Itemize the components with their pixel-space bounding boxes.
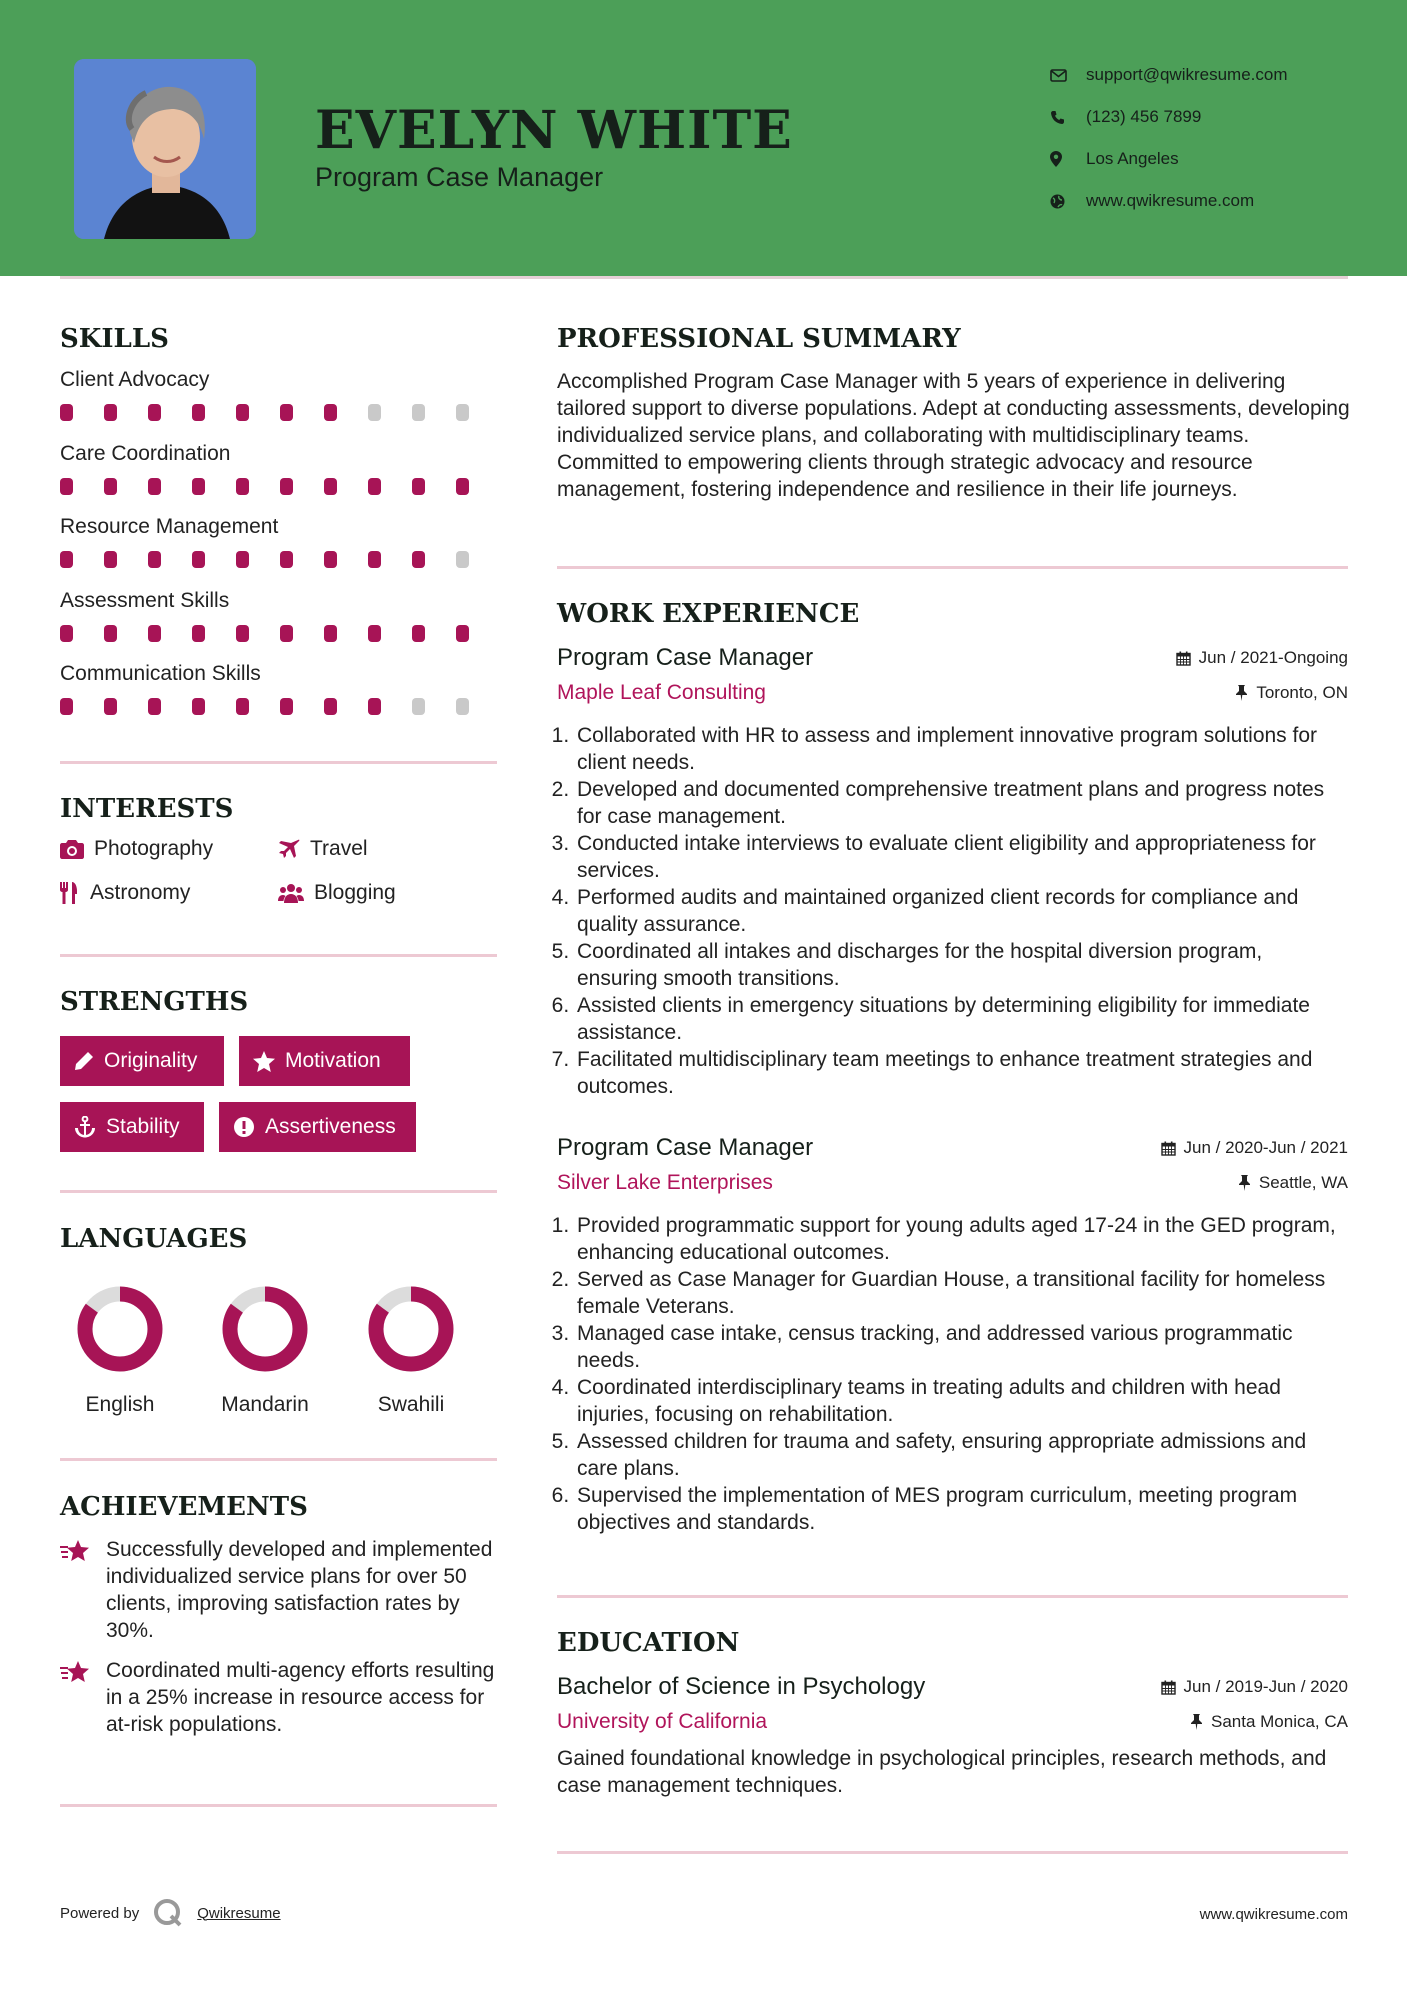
skill-dot-empty: [456, 404, 469, 421]
skill-dot-filled: [104, 625, 117, 642]
strengths-heading: STRENGTHS: [60, 987, 249, 1017]
header-divider: [60, 276, 1348, 279]
exclamation-circle-icon: [233, 1116, 255, 1138]
summary-text: Accomplished Program Case Manager with 5 years of experience in delivering tailored support to diverse populations. Adept at conducting assessments, developing individualized service plans, and collaborating with multidisciplinary teams. Committed to empowering clients through strategic advocacy and resource management, fostering independence and resilience in their life journeys.: [557, 370, 1350, 501]
skill-dot-filled: [324, 404, 337, 421]
skill-dot-filled: [280, 625, 293, 642]
footer-website[interactable]: www.qwikresume.com: [1199, 1906, 1348, 1923]
phone-icon: [1050, 110, 1086, 125]
utensils-icon: [60, 882, 80, 904]
section-divider: [557, 1595, 1348, 1598]
job-date-text: Jun / 2020-Jun / 2021: [1183, 1138, 1348, 1157]
skill-dot-filled: [104, 698, 117, 715]
skill-dot-filled: [412, 551, 425, 568]
skill-level-dots: [60, 698, 500, 715]
skill-item: [60, 442, 500, 516]
education-heading: EDUCATION: [557, 1628, 740, 1658]
language-donut: [75, 1284, 165, 1374]
job-header-row: [557, 642, 1348, 674]
language-label: Swahili: [377, 1393, 445, 1416]
skill-dot-filled: [148, 551, 161, 568]
language-english: [60, 1284, 180, 1417]
skill-dot-filled: [148, 625, 161, 642]
job-bullet: 2. Developed and documented comprehensive treatment plans and progress notes for case management.: [575, 776, 1348, 830]
education-entry: [557, 1671, 1348, 1799]
skill-item: [60, 589, 500, 663]
skill-name: Client Advocacy: [60, 368, 210, 391]
education-degree: Bachelor of Science in Psychology: [557, 1673, 926, 1700]
skill-dot-empty: [456, 698, 469, 715]
skill-dot-empty: [368, 404, 381, 421]
job-bullet: 4. Performed audits and maintained organized client records for compliance and quality assurance.: [575, 884, 1348, 938]
skill-dot-filled: [192, 404, 205, 421]
contact-email-text: support@qwikresume.com: [1086, 65, 1288, 84]
skill-dot-filled: [192, 478, 205, 495]
strength-label: Motivation: [285, 1049, 381, 1072]
strength-label: Assertiveness: [265, 1115, 396, 1138]
job-company-row: [557, 674, 1348, 712]
skill-dot-filled: [456, 625, 469, 642]
education-school: University of California: [557, 1710, 768, 1733]
job-bullet: 7. Facilitated multidisciplinary team meetings to enhance treatment strategies and outcomes.: [575, 1046, 1348, 1100]
skill-level-dots: [60, 478, 500, 495]
job-location-text: Toronto, ON: [1256, 683, 1348, 702]
globe-icon: [1050, 194, 1086, 209]
strength-tag-stability: [60, 1102, 204, 1152]
section-divider: [60, 954, 497, 957]
skill-dot-filled: [280, 698, 293, 715]
skill-dot-empty: [412, 698, 425, 715]
section-divider: [557, 566, 1348, 569]
job-bullet: 6. Supervised the implementation of MES program curriculum, meeting program objectives and standards.: [575, 1482, 1348, 1536]
achievement-text: Successfully developed and implemented individualized service plans for over 50 clients, improving satisfaction rates by 30%.: [106, 1538, 493, 1642]
skills-heading: SKILLS: [60, 324, 169, 354]
job-bullet: 5. Coordinated all intakes and discharges for the hospital diversion program, ensuring smooth transitions.: [575, 938, 1348, 992]
resume-header: [0, 0, 1407, 276]
skill-dot-filled: [324, 478, 337, 495]
skill-dot-filled: [324, 698, 337, 715]
language-label: Mandarin: [221, 1393, 309, 1416]
job-title: Program Case Manager: [557, 644, 814, 671]
pushpin-icon: [1235, 685, 1248, 701]
job-bullet: 6. Assisted clients in emergency situations by determining eligibility for immediate assistance.: [575, 992, 1348, 1046]
calendar-icon: [1176, 651, 1191, 666]
summary-heading: PROFESSIONAL SUMMARY: [557, 324, 961, 354]
language-donut: [220, 1284, 310, 1374]
work-heading: WORK EXPERIENCE: [557, 599, 860, 629]
skill-dot-filled: [368, 551, 381, 568]
job-location: [1235, 683, 1348, 703]
job-company-row: [557, 1164, 1348, 1202]
profile-photo: [74, 59, 256, 239]
star-award-icon: [60, 1661, 92, 1683]
star-icon: [253, 1051, 275, 1072]
interest-astronomy: [60, 881, 190, 905]
achievement-text: Coordinated multi-agency efforts resulting in a 25% increase in resource access for at-risk populations.: [106, 1659, 495, 1736]
skill-dot-filled: [60, 478, 73, 495]
skill-dot-filled: [104, 404, 117, 421]
candidate-name: EVELYN WHITE: [315, 100, 793, 161]
interest-label: Astronomy: [90, 881, 191, 904]
skill-dot-filled: [412, 478, 425, 495]
education-description: Gained foundational knowledge in psychological principles, research methods, and case management techniques.: [557, 1747, 1327, 1797]
strength-tag-originality: [60, 1036, 224, 1086]
education-location: [1190, 1712, 1348, 1732]
interest-travel: [278, 837, 368, 861]
skill-dot-filled: [104, 478, 117, 495]
skill-dot-filled: [456, 478, 469, 495]
skill-dot-filled: [148, 404, 161, 421]
strength-tag-motivation: [239, 1036, 410, 1086]
contact-location-text: Los Angeles: [1086, 149, 1179, 168]
education-date-text: Jun / 2019-Jun / 2020: [1183, 1677, 1348, 1696]
section-divider: [60, 761, 497, 764]
skills-list: [60, 368, 500, 736]
skill-dot-filled: [192, 551, 205, 568]
contact-phone-text: (123) 456 7899: [1086, 107, 1202, 126]
skill-item: [60, 662, 500, 736]
candidate-title: Program Case Manager: [315, 162, 604, 192]
skill-dot-filled: [368, 478, 381, 495]
language-donut: [366, 1284, 456, 1374]
strength-label: Originality: [104, 1049, 198, 1072]
job-entry: [557, 642, 1348, 1100]
language-swahili: [351, 1284, 471, 1417]
skill-dot-filled: [280, 551, 293, 568]
envelope-icon: [1050, 69, 1086, 82]
contact-list: [1050, 54, 1288, 222]
job-title: Program Case Manager: [557, 1134, 814, 1161]
skill-dot-filled: [60, 404, 73, 421]
skill-dot-empty: [456, 551, 469, 568]
job-company: Maple Leaf Consulting: [557, 681, 766, 704]
skill-item: [60, 368, 500, 442]
skill-dot-filled: [280, 404, 293, 421]
skill-dot-filled: [280, 478, 293, 495]
skill-level-dots: [60, 625, 500, 642]
skill-dot-filled: [60, 625, 73, 642]
interest-label: Blogging: [314, 881, 396, 904]
interest-photography: [60, 837, 213, 861]
section-divider: [60, 1190, 497, 1193]
job-location-text: Seattle, WA: [1258, 1173, 1348, 1192]
job-location: [1238, 1173, 1348, 1193]
qwikresume-logo-icon: [153, 1898, 183, 1928]
job-company: Silver Lake Enterprises: [557, 1171, 773, 1194]
skill-dot-filled: [412, 625, 425, 642]
education-header-row: [557, 1671, 1348, 1703]
skill-dot-filled: [236, 478, 249, 495]
calendar-icon: [1161, 1680, 1176, 1695]
interests-heading: INTERESTS: [60, 794, 234, 824]
interest-label: Travel: [310, 837, 368, 860]
education-date: [1161, 1677, 1348, 1697]
footer-powered-by: [60, 1898, 281, 1928]
calendar-icon: [1161, 1141, 1176, 1156]
achievements-heading: ACHIEVEMENTS: [60, 1492, 308, 1522]
skill-name: Assessment Skills: [60, 588, 230, 612]
job-bullet: 2. Served as Case Manager for Guardian House, a transitional facility for homeless female Veterans.: [575, 1266, 1348, 1320]
language-label: English: [85, 1393, 155, 1416]
skill-dot-filled: [368, 698, 381, 715]
skill-dot-filled: [236, 625, 249, 642]
skill-name: Communication Skills: [60, 662, 261, 685]
star-award-icon: [60, 1540, 92, 1562]
job-bullet: 4. Coordinated interdisciplinary teams in treating adults and children with head injuries, focusing on rehabilitation.: [575, 1374, 1348, 1428]
skill-dot-filled: [148, 698, 161, 715]
interest-blogging: [278, 881, 396, 905]
skill-dot-filled: [104, 551, 117, 568]
job-entry: [557, 1132, 1348, 1536]
section-divider: [60, 1458, 497, 1461]
interest-label: Photography: [94, 837, 214, 860]
skill-dot-filled: [236, 698, 249, 715]
skill-dot-filled: [236, 551, 249, 568]
skill-name: Care Coordination: [60, 441, 231, 465]
job-bullet: 5. Assessed children for trauma and safety, ensuring appropriate admissions and care plans.: [575, 1428, 1348, 1482]
users-icon: [278, 883, 304, 903]
skill-dot-filled: [236, 404, 249, 421]
job-date: [1176, 648, 1348, 668]
job-bullets: [557, 722, 1348, 1100]
strength-tag-assertiveness: [219, 1102, 416, 1152]
powered-by-text: Powered by: [60, 1904, 140, 1922]
anchor-icon: [74, 1116, 96, 1138]
education-school-row: [557, 1703, 1348, 1741]
achievement-item: [60, 1657, 500, 1738]
language-mandarin: [205, 1284, 325, 1417]
job-header-row: [557, 1132, 1348, 1164]
strength-label: Stability: [106, 1115, 180, 1138]
job-date-text: Jun / 2021-Ongoing: [1198, 648, 1348, 667]
skill-dot-filled: [192, 625, 205, 642]
pencil-icon: [74, 1051, 94, 1071]
job-date: [1161, 1138, 1348, 1158]
skill-level-dots: [60, 551, 500, 568]
contact-website[interactable]: [1050, 180, 1288, 222]
contact-email[interactable]: [1050, 54, 1288, 96]
plane-icon: [278, 838, 300, 860]
skill-item: [60, 515, 500, 589]
map-marker-icon: [1050, 151, 1086, 167]
contact-phone[interactable]: [1050, 96, 1288, 138]
job-bullet: 1. Provided programmatic support for young adults aged 17-24 in the GED program, enhancing educational outcomes.: [575, 1212, 1348, 1266]
contact-website-text: www.qwikresume.com: [1086, 191, 1255, 210]
camera-icon: [60, 839, 84, 859]
job-bullet: 3. Managed case intake, census tracking, and addressed various programmatic needs.: [575, 1320, 1348, 1374]
skill-dot-filled: [192, 698, 205, 715]
skill-dot-filled: [60, 551, 73, 568]
qwikresume-link[interactable]: Qwikresume: [197, 1904, 281, 1922]
skill-dot-filled: [324, 625, 337, 642]
job-bullet: 3. Conducted intake interviews to evaluate client eligibility and appropriateness for services.: [575, 830, 1348, 884]
skill-dot-filled: [324, 551, 337, 568]
job-bullets: [557, 1212, 1348, 1536]
skill-name: Resource Management: [60, 515, 279, 538]
pushpin-icon: [1190, 1714, 1203, 1730]
skill-dot-filled: [368, 625, 381, 642]
skill-level-dots: [60, 404, 500, 421]
section-divider: [557, 1851, 1348, 1854]
contact-location: [1050, 138, 1288, 180]
education-location-text: Santa Monica, CA: [1210, 1712, 1348, 1731]
job-bullet: 1. Collaborated with HR to assess and implement innovative program solutions for client needs.: [575, 722, 1348, 776]
section-divider: [60, 1804, 497, 1807]
languages-heading: LANGUAGES: [60, 1224, 248, 1254]
skill-dot-empty: [412, 404, 425, 421]
achievement-item: [60, 1536, 500, 1644]
skill-dot-filled: [148, 478, 161, 495]
skill-dot-filled: [60, 698, 73, 715]
pushpin-icon: [1238, 1175, 1251, 1191]
